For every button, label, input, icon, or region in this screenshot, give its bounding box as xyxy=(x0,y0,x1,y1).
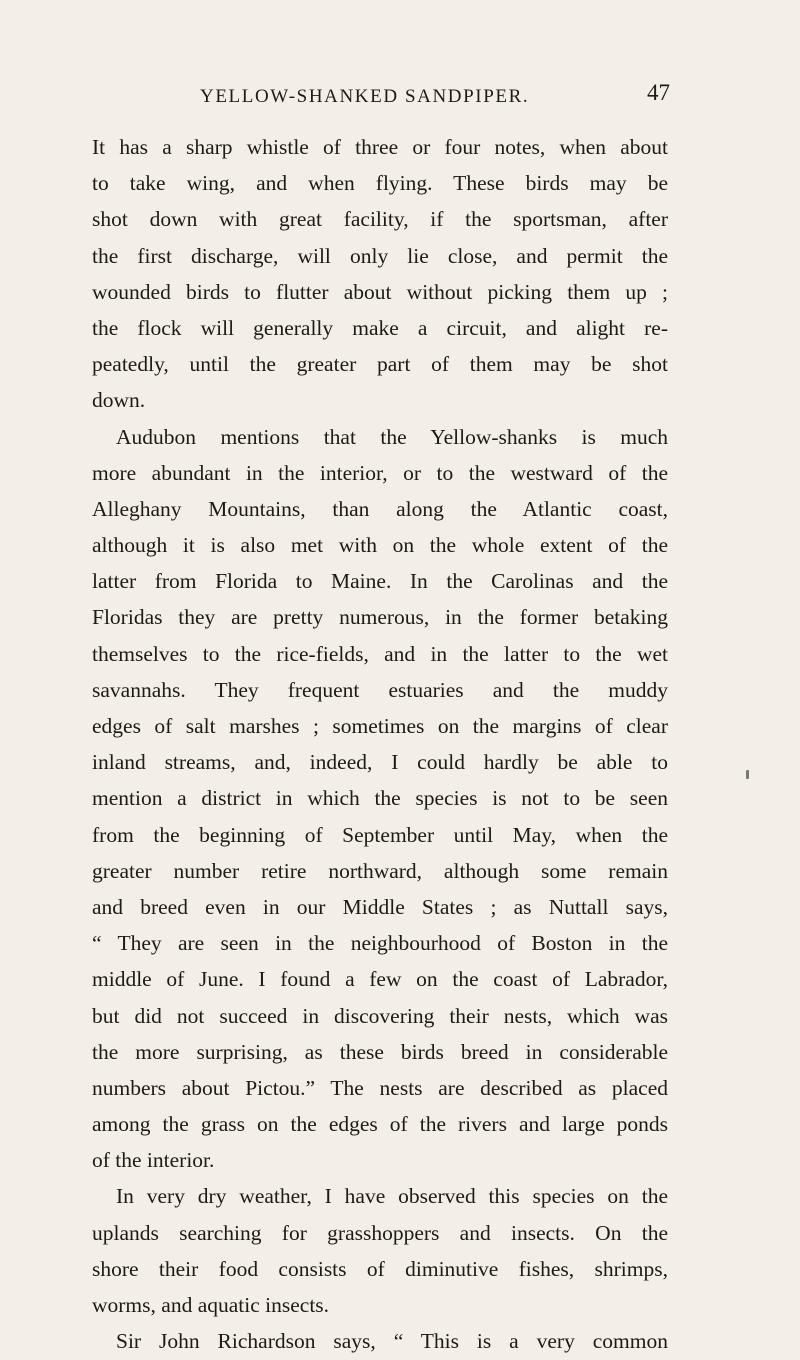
text-line: shot down with great facility, if the sportsman, after xyxy=(92,207,668,232)
text-line: from the beginning of September until May, when the xyxy=(92,822,668,847)
text-line: uplands searching for grasshoppers and insects. On the xyxy=(92,1220,668,1245)
text-line: Audubon mentions that the Yellow-shanks is much xyxy=(116,424,668,449)
page-header xyxy=(200,80,670,116)
text-line: among the grass on the edges of the rivers and large ponds xyxy=(92,1112,668,1137)
text-line: although it is also met with on the whole extent of the xyxy=(92,533,668,558)
text-line: middle of June. I found a few on the coast of Labrador, xyxy=(92,967,668,992)
page-number: 47 xyxy=(647,80,670,105)
text-line: savannahs. They frequent estuaries and the muddy xyxy=(92,677,668,702)
text-line: edges of salt marshes ; sometimes on the margins of clear xyxy=(92,714,668,738)
text-line: the flock will generally make a circuit, and alight re- xyxy=(92,315,668,340)
text-line: more abundant in the interior, or to the westward of the xyxy=(92,460,668,485)
text-line: mention a district in which the species is not to be seen xyxy=(92,786,668,811)
text-line: to take wing, and when flying. These birds may be xyxy=(92,171,668,196)
text-line: Floridas they are pretty numerous, in the former betaking xyxy=(92,605,668,630)
text-line: down. xyxy=(92,388,146,413)
text-line: Alleghany Mountains, than along the Atlantic coast, xyxy=(92,496,668,521)
text-line: wounded birds to flutter about without picking them up ; xyxy=(92,279,668,304)
text-line: and breed even in our Middle States ; as Nuttall says, xyxy=(92,894,668,919)
text-line: worms, and aquatic insects. xyxy=(92,1293,330,1317)
running-head: YELLOW-SHANKED SANDPIPER. xyxy=(200,86,530,107)
text-line: shore their food consists of diminutive fishes, shrimps, xyxy=(92,1256,668,1281)
text-line: Sir John Richardson says, “ This is a very common xyxy=(116,1329,668,1354)
text-line: peatedly, until the greater part of them may be shot xyxy=(92,352,668,377)
text-line: the first discharge, will only lie close, and permit the xyxy=(92,243,668,268)
text-line: inland streams, and, indeed, I could hardly be able to xyxy=(92,750,668,775)
margin-mark xyxy=(746,770,749,779)
text-line: greater number retire northward, although some remain xyxy=(92,858,668,883)
body-text xyxy=(92,129,668,1359)
text-line: but did not succeed in discovering their nests, which was xyxy=(92,1003,668,1028)
text-line: the more surprising, as these birds breed in considerable xyxy=(92,1039,668,1064)
text-line: numbers about Pictou.” The nests are described as placed xyxy=(92,1075,668,1100)
text-line: latter from Florida to Maine. In the Carolinas and the xyxy=(92,569,668,594)
text-line: In very dry weather, I have observed this species on the xyxy=(116,1184,668,1209)
text-line: “ They are seen in the neighbourhood of Boston in the xyxy=(92,931,668,956)
text-line: of the interior. xyxy=(92,1148,215,1173)
text-line: It has a sharp whistle of three or four notes, when about xyxy=(92,135,668,159)
text-line: themselves to the rice-fields, and in the latter to the wet xyxy=(92,641,668,666)
